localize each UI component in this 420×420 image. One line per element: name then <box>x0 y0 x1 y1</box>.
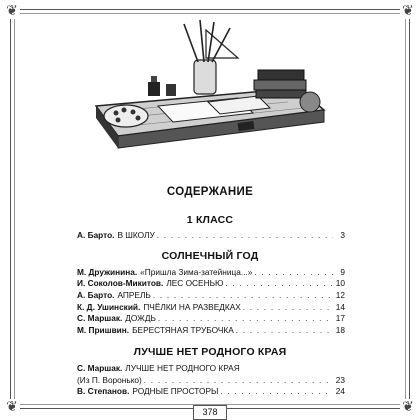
entry-author: М. Пришвин. <box>77 325 130 335</box>
leader-dots <box>158 313 333 324</box>
entry-page: 10 <box>335 278 345 288</box>
corner-ornament-icon: ❦ <box>400 399 416 415</box>
entry-page: 17 <box>335 313 345 323</box>
entry-page: 14 <box>335 302 345 312</box>
leader-dots <box>157 230 333 241</box>
page-number: 378 <box>193 405 227 420</box>
corner-ornament-icon: ❦ <box>4 3 20 19</box>
entry-title: РОДНЫЕ ПРОСТОРЫ <box>132 386 219 396</box>
entry-author: А. Барто. <box>77 230 115 240</box>
toc-entry[interactable] <box>77 278 345 289</box>
entry-author: В. Степанов. <box>77 386 130 396</box>
entry-subline: (Из П. Воронько) <box>77 375 142 385</box>
entry-author: А. Барто. <box>77 290 115 300</box>
entry-title: ЛЕС ОСЕНЬЮ <box>166 278 224 288</box>
section-title: СОЛНЕЧНЫЙ ГОД <box>161 250 259 262</box>
leader-dots <box>243 302 333 313</box>
entry-page: 24 <box>335 386 345 396</box>
entry-title: «Пришла Зима-затейница...» <box>140 267 253 277</box>
toc-entry[interactable] <box>77 363 345 374</box>
leader-dots <box>220 386 333 397</box>
entry-author: С. Маршак. <box>77 363 123 373</box>
school-desk-illustration <box>88 18 328 150</box>
toc-entry[interactable] <box>77 267 345 278</box>
entry-page: 18 <box>335 325 345 335</box>
entry-title: ДОЖДЬ <box>125 313 156 323</box>
entry-author: С. Маршак. <box>77 313 123 323</box>
entry-page: 9 <box>340 267 345 277</box>
entry-author: И. Соколов-Микитов. <box>77 278 164 288</box>
entry-author: К. Д. Ушинский. <box>77 302 141 312</box>
entry-title: БЕРЕСТЯНАЯ ТРУБОЧКА <box>132 325 234 335</box>
toc-entry[interactable] <box>77 313 345 324</box>
leader-dots <box>236 325 333 336</box>
section-title: 1 КЛАСС <box>186 214 234 226</box>
section-title: ЛУЧШЕ НЕТ РОДНОГО КРАЯ <box>133 346 287 358</box>
leader-dots <box>225 278 333 289</box>
toc-entry[interactable] <box>77 302 345 313</box>
leader-dots <box>153 290 333 301</box>
entry-title: ПЧЁЛКИ НА РАЗВЕДКАХ <box>143 302 241 312</box>
entry-author: М. Дружинина. <box>77 267 138 277</box>
entry-page: 23 <box>335 375 345 385</box>
toc-entry[interactable] <box>77 386 345 397</box>
entry-title: ЛУЧШЕ НЕТ РОДНОГО КРАЯ <box>125 363 240 373</box>
corner-ornament-icon: ❦ <box>4 399 20 415</box>
toc-heading: СОДЕРЖАНИЕ <box>166 186 254 198</box>
entry-title: В ШКОЛУ <box>117 230 155 240</box>
toc-entry[interactable] <box>77 325 345 336</box>
entry-page: 3 <box>340 230 345 240</box>
toc-entry[interactable] <box>77 290 345 301</box>
leader-dots <box>254 267 333 278</box>
toc-entry[interactable] <box>77 230 345 241</box>
entry-page: 12 <box>335 290 345 300</box>
leader-dots <box>144 375 333 386</box>
toc-entry-continuation[interactable] <box>77 375 345 386</box>
entry-title: АПРЕЛЬ <box>117 290 151 300</box>
corner-ornament-icon: ❦ <box>400 3 416 19</box>
